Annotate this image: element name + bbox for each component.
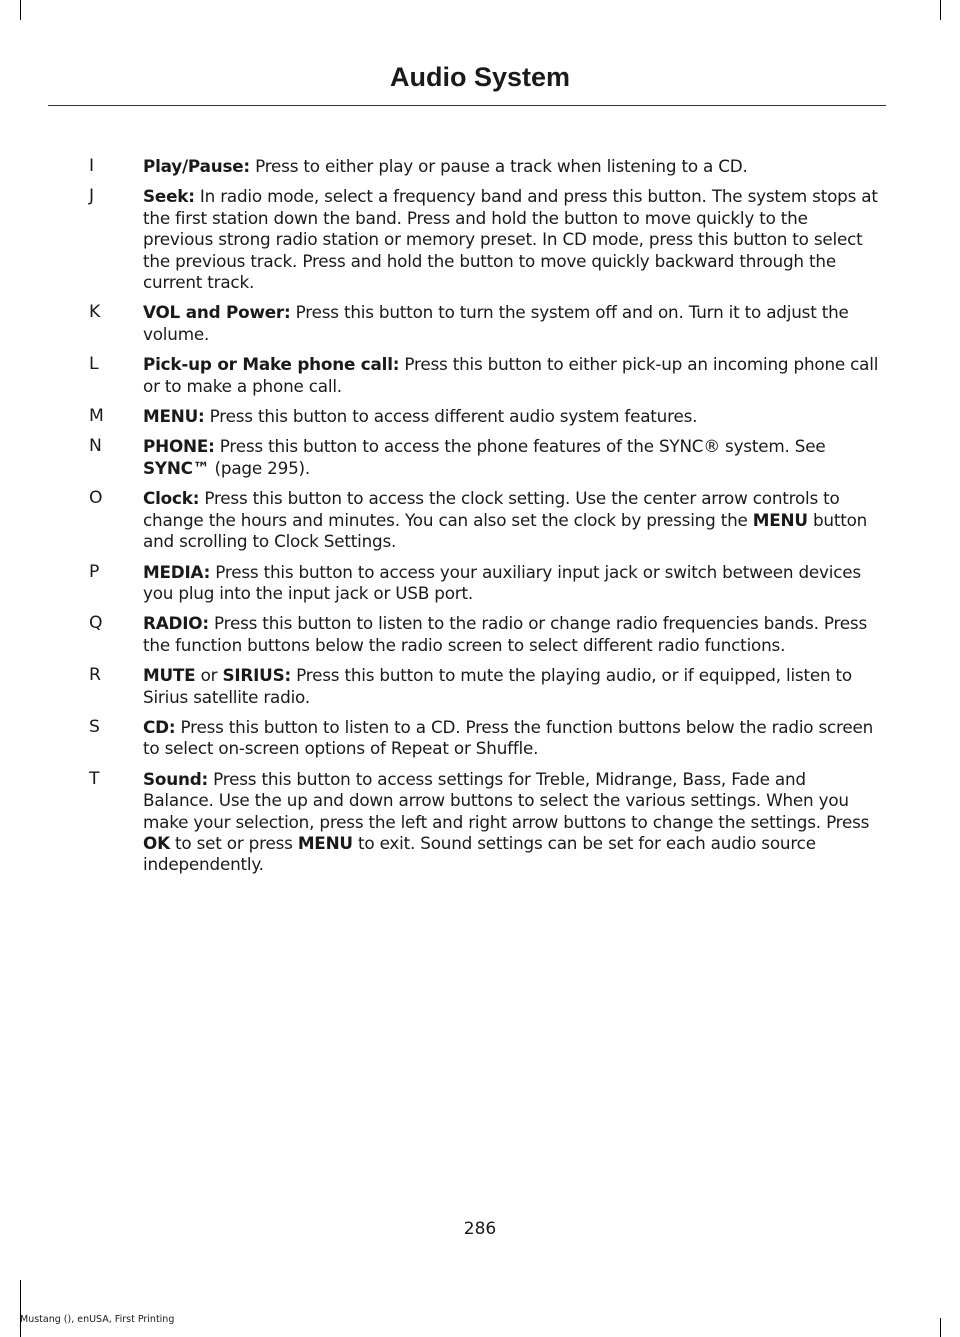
- description-text: Press this button to access settings for Treble, Midrange, Bass, Fade and Balance. Use the up and down arrow buttons to select the various settings. When you make your selection, press the left and right arrow buttons to change the settings. Press: [143, 768, 870, 832]
- list-item: [80, 406, 880, 427]
- description-text: (page 295).: [209, 457, 311, 478]
- item-description: [143, 717, 880, 760]
- list-item: [80, 436, 880, 479]
- item-key: O: [89, 488, 103, 509]
- bold-term: RADIO:: [143, 613, 209, 634]
- bold-term: Clock:: [143, 488, 200, 509]
- list-item: [80, 665, 880, 708]
- list-item: [80, 186, 880, 293]
- list-item: [80, 613, 880, 656]
- description-text: Press this button to access different audio system features.: [204, 406, 698, 427]
- item-key: Q: [89, 613, 103, 634]
- description-text: button and scrolling to Clock Settings.: [143, 509, 868, 552]
- bold-term: SYNC™: [143, 457, 210, 478]
- item-description: [143, 769, 880, 876]
- bold-term: Seek:: [143, 186, 195, 207]
- description-text: Press this button to access the phone features of the SYNC® system. See: [214, 436, 826, 457]
- description-text: or: [195, 665, 223, 686]
- crop-mark-bottom-left-vertical: [20, 1280, 21, 1337]
- item-key: R: [89, 665, 101, 686]
- description-text: Press this button to listen to a CD. Press the function buttons below the radio screen to select on-screen options of Repeat or Shuffle.: [143, 716, 874, 759]
- list-item: [80, 156, 880, 177]
- item-key: T: [89, 768, 100, 789]
- item-description: [143, 354, 880, 397]
- bold-term: Sound:: [143, 768, 209, 789]
- title-divider: [48, 105, 886, 106]
- description-text: Press this button to listen to the radio or change radio frequencies bands. Press the function buttons below the radio screen to select different radio functions.: [143, 613, 868, 655]
- description-text: to set or press: [169, 832, 298, 853]
- page-title: Audio System: [389, 62, 571, 92]
- list-item: [80, 562, 880, 605]
- edition-footer: Mustang (), enUSA, First Printing: [20, 1314, 175, 1325]
- bold-term: MENU:: [143, 406, 205, 427]
- item-description: [143, 665, 880, 708]
- item-key: K: [89, 302, 101, 323]
- item-key: S: [89, 716, 100, 737]
- bold-term: OK: [143, 832, 170, 853]
- description-text: Press this button to access your auxiliary input jack or switch between devices you plug into the input jack or USB port.: [143, 561, 861, 603]
- item-description: [143, 488, 880, 552]
- item-description: [143, 613, 880, 656]
- list-item: [80, 769, 880, 876]
- bold-term: Pick-up or Make phone call:: [143, 354, 400, 375]
- item-key: J: [89, 186, 95, 207]
- bold-term: MUTE: [143, 665, 196, 686]
- list-item: [80, 302, 880, 345]
- description-text: Press this button to access the clock setting. Use the center arrow controls to change the hours and minutes. You can also set the clock by pressing the: [143, 488, 840, 530]
- button-description-list: [80, 156, 880, 885]
- item-description: [143, 562, 880, 605]
- crop-mark-top-left-vertical: [20, 0, 21, 20]
- item-key: M: [89, 406, 104, 427]
- list-item: [80, 354, 880, 397]
- item-key: L: [89, 354, 99, 375]
- crop-mark-bottom-right-vertical: [940, 1318, 941, 1337]
- bold-term: CD:: [143, 716, 176, 737]
- item-key: I: [89, 156, 95, 176]
- item-description: [143, 302, 880, 345]
- item-description: [143, 406, 880, 427]
- description-text: Press this button to turn the system off and on. Turn it to adjust the volume.: [143, 302, 849, 344]
- description-text: Press this button to mute the playing audio, or if equipped, listen to Sirius satellite radio.: [143, 665, 852, 707]
- description-text: Press this button to either pick-up an incoming phone call or to make a phone call.: [143, 354, 879, 396]
- bold-term: PHONE:: [143, 436, 215, 457]
- crop-mark-top-right-vertical: [940, 0, 941, 20]
- list-item: [80, 488, 880, 552]
- bold-term: MEDIA:: [143, 561, 211, 582]
- bold-term: MENU: [752, 509, 808, 530]
- item-description: [143, 156, 880, 177]
- description-text: to exit. Sound settings can be set for each audio source independently.: [143, 832, 816, 875]
- item-key: N: [89, 436, 102, 457]
- bold-term: VOL and Power:: [143, 302, 291, 323]
- description-text: In radio mode, select a frequency band and press this button. The system stops at the first station down the band. Press and hold the button to move quickly to the previous strong radio station or memory preset. In CD mode, press this button to select the previous track. Press and hold the button to move quickly backward through the current track.: [143, 186, 878, 293]
- item-description: [143, 186, 880, 293]
- list-item: [80, 717, 880, 760]
- item-description: [143, 436, 880, 479]
- bold-term: SIRIUS:: [222, 665, 292, 686]
- item-key: P: [89, 561, 100, 582]
- description-text: Press to either play or pause a track when listening to a CD.: [249, 156, 748, 176]
- page-number: 286: [463, 1219, 497, 1239]
- bold-term: Play/Pause:: [143, 156, 250, 176]
- bold-term: MENU: [297, 832, 353, 853]
